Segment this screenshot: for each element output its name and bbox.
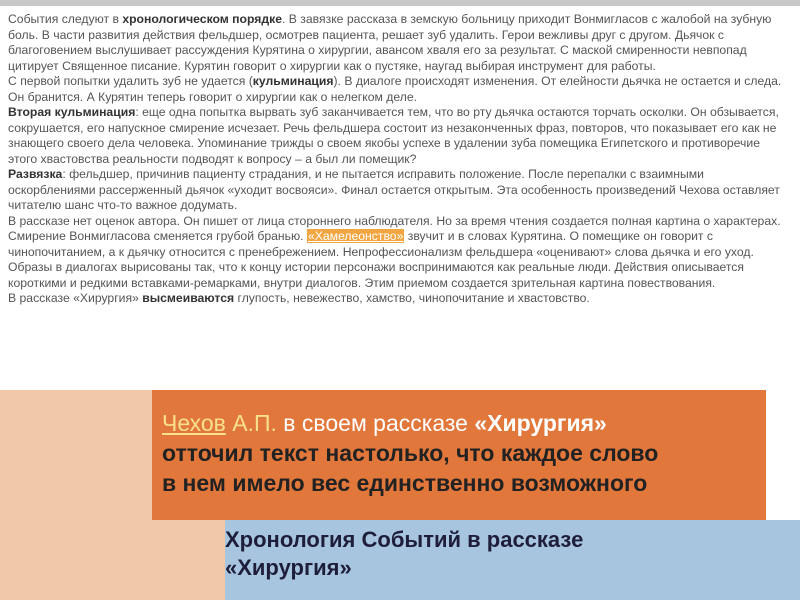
slide-title-box — [225, 520, 800, 600]
text-span: ). В диалоге происходят изменения. От елейности дьячка не остается и следа. Он бранится. А Курятин теперь говорит о хирургии как о нелегком деле. — [8, 74, 782, 104]
decor-band-left — [0, 390, 152, 520]
text-span: : фельдшер, причинив пациенту страдания, и не пытается исправить положение. После перепалки с взаимными оскорблениями рассерженный дьячок «уходит восвояси». Финал остается открытым. Эта особенность произведений Чехова оставляет читателю шанс что-то важное додумать. — [8, 167, 780, 212]
top-border — [0, 0, 800, 6]
text-span: В рассказе «Хирургия» — [8, 291, 143, 305]
text-span: : еще одна попытка вырвать зуб заканчивается тем, что во рту дьячка остаются торчать осколки. Он обзывается, сокрушается, его напускное смирение исчезает. Речь фельдшера состоит из незаконченных фраз, повторов, что показывает его как не знающего своего дела человека. Упоминание трижды о своем якобы успехе в удалении зуба помещика Египетского и противоречие этого хвастовства реальности подводят к вопросу – а был ли помещик? — [8, 105, 779, 166]
text-span: . В завязке рассказа в земскую больницу приходит Вонмигласов с жалобой на зубную боль. В части развития действия фельдшер, осмотрев пациента, решает зуб удалить. Герои вежливы друг с другом. Дьячок с благоговением выслушивает рассуждения Курятина о хирургии, авансом хваля его за результат. С маской смиренности невпопад цитирует Священное писание. Курятин говорит о хирургии как о пустяке, наугад выбирая инструмент для работы. — [8, 12, 772, 73]
decor-band-bottom-left — [0, 520, 225, 600]
paragraph-4 — [8, 167, 792, 214]
slide-title-line-1: Хронология Событий в рассказе — [225, 527, 584, 552]
story-title-quote: «Хирургия» — [474, 410, 607, 436]
paragraph-5 — [8, 214, 792, 261]
bold-keyword: Развязка — [8, 167, 63, 181]
text-span: События следуют в — [8, 12, 123, 26]
paragraph-1 — [8, 12, 792, 74]
paragraph-6 — [8, 260, 792, 291]
bold-keyword: хронологическом порядке — [122, 12, 283, 26]
callout-text: в своем рассказе — [276, 410, 475, 436]
callout-line-1 — [162, 408, 754, 438]
bold-keyword: Вторая кульминация — [8, 105, 136, 119]
khameleonstvo-link[interactable]: «Хамелеонство» — [307, 229, 404, 243]
callout-line-2: отточил текст настолько, что каждое слово — [162, 440, 659, 466]
bold-keyword: кульминация — [252, 74, 334, 88]
callout-line-3: в нем имело вес единственно возможного — [162, 470, 648, 496]
slide-title-line-2: «Хирургия» — [225, 555, 352, 580]
bold-keyword: высмеиваются — [142, 291, 235, 305]
quote-callout — [152, 390, 766, 520]
text-span: С первой попытки удалить зуб не удается ( — [8, 74, 253, 88]
text-span: звучит и в словах Курятина. О помещике он говорит с чинопочитанием, а к дьячку относится с пренебрежением. Непрофессионализм фельдшера «оценивают» слова дьячка и его уход. — [8, 229, 754, 259]
chekhov-link[interactable]: Чехов — [162, 410, 226, 436]
text-span: Образы в диалогах вырисованы так, что к концу истории персонажи воспринимаются как реальные люди. Действия описывается короткими и редкими вставками-ремарками, внутри диалогов. Этим приемом создается зрительная картина повествования. — [8, 260, 744, 290]
paragraph-7 — [8, 291, 792, 307]
text-span: В рассказе нет оценок автора. Он пишет от лица стороннего наблюдателя. Но за время чтения создается полная картина о характерах. Смирение Вонмигласова сменяется грубой бранью. — [8, 213, 781, 243]
paragraph-2 — [8, 74, 792, 105]
text-span: глупость, невежество, хамство, чинопочитание и хвастовство. — [234, 291, 590, 305]
author-initials: А.П. — [225, 410, 277, 436]
body-text — [8, 12, 792, 307]
paragraph-3 — [8, 105, 792, 167]
